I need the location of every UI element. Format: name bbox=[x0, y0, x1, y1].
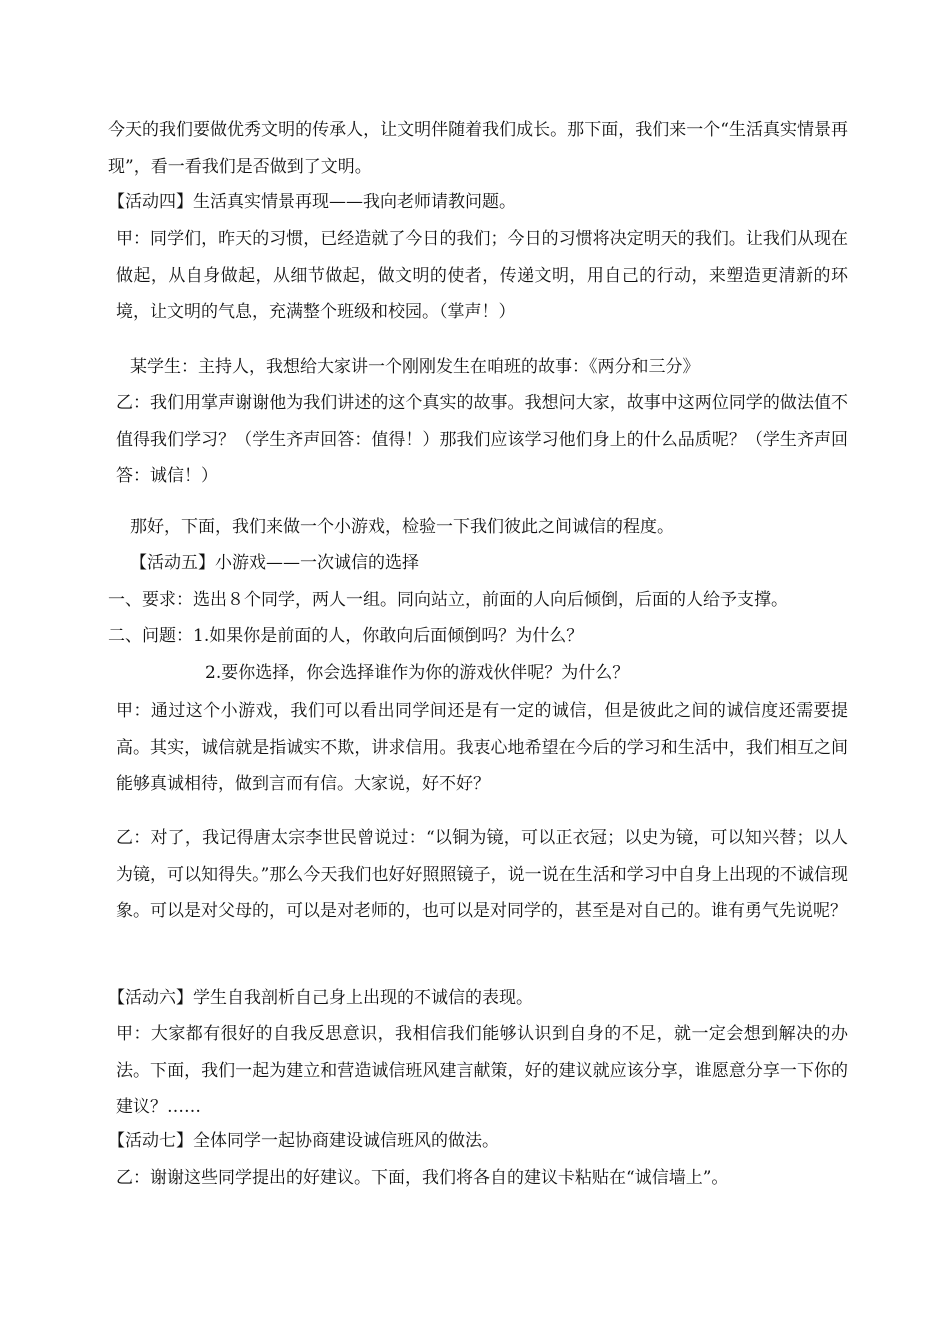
heading-activity-five: 【活动五】小游戏——一次诚信的选择 bbox=[130, 553, 419, 573]
paragraph-student-story: 某学生：主持人，我想给大家讲一个刚刚发生在咱班的故事：《两分和三分》 bbox=[130, 357, 700, 377]
paragraph-host-a-honesty: 甲：通过这个小游戏，我们可以看出同学间还是有一定的诚信，但是彼此之间的诚信度还需要提高。其实，诚信就是指诚实不欺，讲求信用。我衷心地希望在今后的学习和生活中，我们相互之间能够真诚相待，做到言而有信。大家说，好不好？ bbox=[116, 701, 848, 794]
paragraph-host-a-habits: 甲：同学们，昨天的习惯，已经造就了今日的我们；今日的习惯将决定明天的我们。让我们从现在做起，从自身做起，从细节做起，做文明的使者，传递文明，用自己的行动，来塑造更清新的环境，让文明的气息，充满整个班级和校园。（掌声！） bbox=[116, 229, 848, 322]
paragraph-game-question-2: 2.要你选择，你会选择谁作为你的游戏伙伴呢？为什么？ bbox=[205, 663, 630, 683]
paragraph-game-intro: 那好，下面，我们来做一个小游戏，检验一下我们彼此之间诚信的程度。 bbox=[130, 517, 674, 537]
paragraph-game-requirement: 一、要求：选出８个同学，两人一组。同向站立，前面的人向后倾倒，后面的人给予支撑。 bbox=[108, 590, 788, 610]
paragraph-host-b-wall: 乙：谢谢这些同学提出的好建议。下面，我们将各自的建议卡粘贴在“诚信墙上”。 bbox=[116, 1168, 729, 1188]
paragraph-game-question-1: 二、问题：1.如果你是前面的人，你敢向后面倾倒吗？为什么？ bbox=[108, 626, 584, 646]
heading-activity-seven: 【活动七】全体同学一起协商建设诚信班风的做法。 bbox=[108, 1131, 499, 1151]
paragraph-intro: 今天的我们要做优秀文明的传承人，让文明伴随着我们成长。那下面，我们来一个“生活真实情景再现”，看一看我们是否做到了文明。 bbox=[108, 120, 848, 177]
paragraph-host-b-question: 乙：我们用掌声谢谢他为我们讲述的这个真实的故事。我想问大家，故事中这两位同学的做法值不值得我们学习？（学生齐声回答：值得！）那我们应该学习他们身上的什么品质呢？（学生齐声回答：诚信！） bbox=[116, 393, 848, 486]
paragraph-host-b-mirror: 乙：对了，我记得唐太宗李世民曾说过：“以铜为镜，可以正衣冠；以史为镜，可以知兴替；以人为镜，可以知得失。”那么今天我们也好好照照镜子，说一说在生活和学习中自身上出现的不诚信现象。可以是对父母的，可以是对老师的，也可以是对同学的，甚至是对自己的。谁有勇气先说呢？ bbox=[116, 828, 848, 921]
heading-activity-six: 【活动六】学生自我剖析自己身上出现的不诚信的表现。 bbox=[108, 988, 533, 1008]
heading-activity-four: 【活动四】生活真实情景再现——我向老师请教问题。 bbox=[108, 192, 516, 212]
paragraph-host-a-reflection: 甲：大家都有很好的自我反思意识，我相信我们能够认识到自身的不足，就一定会想到解决的办法。下面，我们一起为建立和营造诚信班风建言献策，好的建议就应该分享，谁愿意分享一下你的建议？…… bbox=[116, 1024, 848, 1117]
